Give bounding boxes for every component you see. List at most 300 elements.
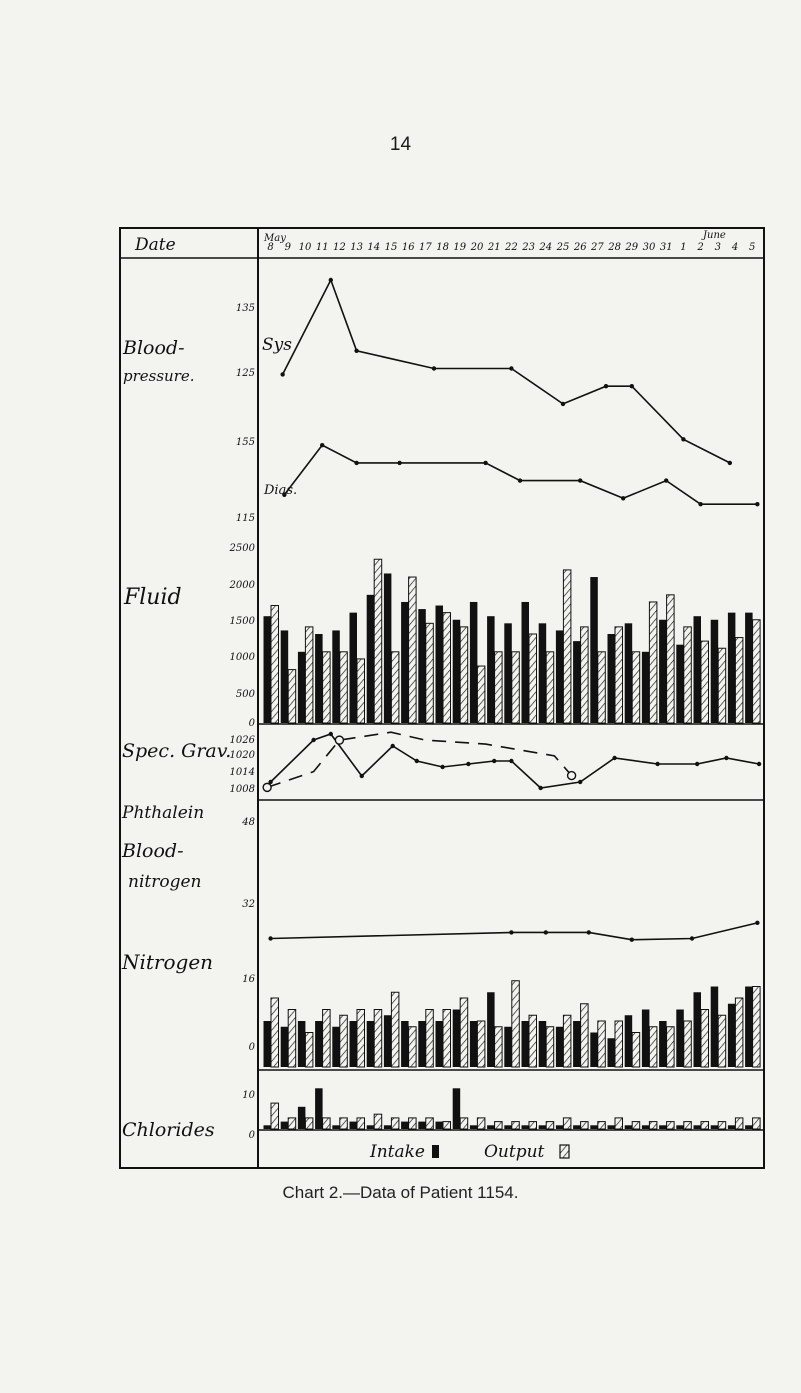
output-bar (477, 666, 485, 723)
intake-bar (694, 992, 702, 1067)
output-bar (288, 670, 296, 723)
output-bar (546, 652, 554, 723)
output-bar (667, 1122, 675, 1129)
output-bar (598, 652, 606, 723)
intake-bar (264, 1021, 272, 1067)
intake-bar (453, 1010, 461, 1068)
data-point (630, 384, 634, 388)
intake-bar (659, 1021, 667, 1067)
output-bar (735, 1118, 743, 1129)
output-bar (357, 1010, 365, 1068)
fluid-tick-1000: 1000 (229, 652, 255, 663)
output-bar (305, 627, 313, 723)
output-bar (563, 1118, 571, 1129)
output-bar (426, 623, 434, 723)
intake-bar (522, 602, 530, 723)
output-bar (632, 652, 640, 723)
intake-bar (453, 620, 461, 723)
output-bar (718, 1122, 726, 1129)
intake-bar (711, 1125, 719, 1129)
intake-bar (298, 652, 306, 723)
intake-bar (298, 1107, 306, 1129)
date-tick-label: 2 (697, 242, 704, 253)
fluid-tick-2500: 2500 (229, 543, 255, 554)
intake-bar (608, 1125, 616, 1129)
output-bar (753, 620, 761, 723)
intake-bar (504, 1125, 512, 1129)
output-bar (323, 652, 331, 723)
intake-bar (453, 1088, 461, 1129)
fluid-label: Fluid (124, 585, 182, 610)
output-bar (529, 1122, 537, 1129)
output-bar (305, 1118, 313, 1129)
output-bar (735, 638, 743, 723)
data-point (612, 756, 616, 760)
output-bar (495, 1027, 503, 1067)
bp-tick-135: 135 (235, 303, 255, 314)
intake-bar (487, 616, 495, 723)
output-bar (323, 1118, 331, 1129)
intake-bar (350, 1021, 358, 1067)
data-point (690, 936, 694, 940)
output-bar (357, 659, 365, 723)
output-bar (340, 1015, 348, 1067)
date-tick-label: 9 (284, 242, 291, 253)
bp-tick-125: 125 (235, 368, 255, 379)
data-point (397, 461, 401, 465)
intake-bar (367, 595, 375, 723)
data-point (360, 774, 364, 778)
intake-bar (350, 613, 358, 723)
blood-pressure-label-line2: pressure. (123, 367, 195, 385)
data-point (509, 930, 513, 934)
intake-bar (659, 620, 667, 723)
data-point (320, 443, 324, 447)
data-point (483, 461, 487, 465)
output-bar (460, 998, 468, 1067)
chlorides-label: Chlorides (122, 1119, 215, 1141)
intake-bar (367, 1125, 375, 1129)
blood-nitrogen-line (268, 921, 759, 942)
intake-bar (504, 623, 512, 723)
intake-bar (642, 1010, 650, 1068)
intake-bar (436, 1122, 444, 1129)
output-bar (409, 577, 417, 723)
date-tick-label: 18 (436, 242, 449, 253)
fluid-tick-1500: 1500 (229, 616, 255, 627)
date-tick-labels (267, 242, 755, 253)
intake-bar (642, 652, 650, 723)
data-point (268, 936, 272, 940)
date-tick-label: 12 (333, 242, 346, 253)
data-point (561, 402, 565, 406)
output-bar (649, 1027, 657, 1067)
output-bar (443, 613, 451, 723)
date-tick-label: 19 (453, 242, 467, 253)
intake-bar (590, 577, 598, 723)
intake-bar (625, 1015, 633, 1067)
output-bar (615, 1021, 623, 1067)
output-bar (443, 1122, 451, 1129)
series-line (284, 445, 757, 504)
date-tick-label: 17 (419, 242, 432, 253)
data-point (440, 765, 444, 769)
data-point (728, 461, 732, 465)
output-bar (323, 1010, 331, 1068)
output-bar (753, 987, 761, 1068)
intake-bar (556, 1125, 564, 1129)
fluid-tick-500: 500 (235, 689, 255, 700)
intake-bar (539, 1125, 547, 1129)
intake-bar (573, 1021, 581, 1067)
output-bar (271, 606, 279, 723)
data-point (415, 759, 419, 763)
date-tick-label: 22 (505, 242, 518, 253)
output-bar (391, 652, 399, 723)
data-point (681, 437, 685, 441)
n-tick-48: 48 (242, 817, 255, 828)
output-bar (718, 648, 726, 723)
intake-bar (315, 1021, 323, 1067)
output-bar (581, 1004, 589, 1067)
output-bar (288, 1118, 296, 1129)
intake-bar (745, 1125, 753, 1129)
data-point (587, 930, 591, 934)
date-tick-label: 4 (731, 242, 739, 253)
output-bar (701, 1122, 709, 1129)
date-tick-label: 30 (642, 242, 656, 253)
data-point (568, 772, 576, 780)
data-point (391, 744, 395, 748)
data-point (755, 502, 759, 506)
intake-bar (573, 1125, 581, 1129)
data-point (578, 478, 582, 482)
fluid-tick-0: 0 (248, 718, 255, 729)
date-tick-label: 29 (625, 242, 639, 253)
data-point (509, 366, 513, 370)
intake-bar (728, 613, 736, 723)
output-bar (529, 1015, 537, 1067)
date-tick-label: 3 (714, 242, 721, 253)
intake-bar (367, 1021, 375, 1067)
output-bar (684, 1021, 692, 1067)
intake-bar (350, 1122, 358, 1129)
intake-bar (315, 1088, 323, 1129)
intake-bar (711, 987, 719, 1068)
output-bar (477, 1021, 485, 1067)
intake-bar (418, 1122, 426, 1129)
sg-tick-1008: 1008 (229, 784, 255, 795)
output-bar (426, 1010, 434, 1068)
output-bar (667, 595, 675, 723)
output-bar (718, 1015, 726, 1067)
date-tick-label: 24 (539, 242, 553, 253)
output-bar (581, 1122, 589, 1129)
intake-bar (573, 641, 581, 723)
data-point (604, 384, 608, 388)
intake-bar (676, 645, 684, 723)
output-bar (632, 1122, 640, 1129)
intake-bar (676, 1125, 684, 1129)
output-bar (649, 1122, 657, 1129)
intake-bar (281, 1027, 289, 1067)
legend-intake-swatch (432, 1145, 439, 1158)
output-bar (495, 1122, 503, 1129)
intake-bar (659, 1125, 667, 1129)
output-bar (374, 1010, 382, 1068)
output-bar (340, 1118, 348, 1129)
bp-tick-115: 115 (235, 513, 255, 524)
output-bar (391, 1118, 399, 1129)
intake-bar (418, 609, 426, 723)
data-point (311, 738, 315, 742)
intake-bar (281, 630, 289, 723)
cl-tick-10: 10 (242, 1090, 255, 1101)
data-point (335, 736, 343, 744)
output-bar (357, 1118, 365, 1129)
output-bar (563, 570, 571, 723)
fluid-tick-2000: 2000 (229, 580, 255, 591)
data-point (492, 759, 496, 763)
intake-bar (470, 1021, 478, 1067)
series-line (283, 280, 730, 463)
data-point (329, 732, 333, 736)
output-bar (529, 634, 537, 723)
blood-pressure-label-line1: Blood- (123, 337, 185, 359)
intake-bar (676, 1010, 684, 1068)
data-point (695, 762, 699, 766)
data-point (538, 786, 542, 790)
output-bar (305, 1033, 313, 1068)
data-point (509, 759, 513, 763)
output-bar (667, 1027, 675, 1067)
date-tick-label: 8 (267, 242, 274, 253)
intake-bar (539, 623, 547, 723)
intake-bar (384, 1125, 392, 1129)
intake-bar (694, 1125, 702, 1129)
intake-bar (556, 630, 564, 723)
dias-series-label: Dias. (264, 483, 298, 498)
intake-bar (264, 616, 272, 723)
intake-bar (745, 987, 753, 1068)
date-tick-label: 26 (573, 242, 587, 253)
output-bar (443, 1010, 451, 1068)
data-point (544, 930, 548, 934)
blood-nitrogen-label-line1: Blood- (122, 840, 184, 862)
chloride-bars (264, 1088, 761, 1129)
intake-bar (522, 1021, 530, 1067)
output-bar (598, 1122, 606, 1129)
intake-bar (642, 1125, 650, 1129)
output-bar (684, 1122, 692, 1129)
nitrogen-label: Nitrogen (122, 950, 214, 974)
output-bar (632, 1033, 640, 1068)
intake-bar (625, 1125, 633, 1129)
data-point (354, 461, 358, 465)
sg-tick-1026: 1026 (229, 735, 255, 746)
month-may-label: May (264, 233, 286, 244)
fluid-bars (264, 559, 761, 723)
n-tick-32: 32 (242, 899, 255, 910)
intake-bar (608, 634, 616, 723)
data-point (630, 938, 634, 942)
date-tick-label: 13 (350, 242, 363, 253)
legend-output-swatch (560, 1145, 569, 1158)
output-bar (288, 1010, 296, 1068)
output-bar (649, 602, 657, 723)
date-tick-label: 21 (487, 242, 501, 253)
data-point (655, 762, 659, 766)
data-point (578, 780, 582, 784)
intake-bar (470, 602, 478, 723)
sys-series-label: Sys (262, 335, 292, 355)
data-point (432, 366, 436, 370)
output-bar (512, 981, 520, 1067)
output-bar (460, 627, 468, 723)
output-bar (615, 627, 623, 723)
intake-bar (711, 620, 719, 723)
output-bar (563, 1015, 571, 1067)
data-point (664, 478, 668, 482)
intake-bar (694, 616, 702, 723)
output-bar (512, 652, 520, 723)
intake-bar (728, 1125, 736, 1129)
intake-bar (539, 1021, 547, 1067)
y-tick-labels (229, 303, 256, 1141)
data-point (518, 478, 522, 482)
intake-bar (470, 1125, 478, 1129)
output-bar (477, 1118, 485, 1129)
legend (369, 1142, 569, 1162)
intake-bar (401, 1021, 409, 1067)
intake-bar (608, 1038, 616, 1067)
figure-caption: Chart 2.—Data of Patient 1154. (282, 1183, 519, 1202)
output-bar (581, 627, 589, 723)
intake-bar (590, 1033, 598, 1068)
date-label: Date (135, 235, 176, 255)
output-bar (340, 652, 348, 723)
output-bar (753, 1118, 761, 1129)
output-bar (598, 1021, 606, 1067)
date-tick-label: 11 (315, 242, 329, 253)
series-line (271, 734, 759, 788)
cl-tick-0: 0 (248, 1130, 255, 1141)
output-bar (460, 1118, 468, 1129)
date-tick-label: 23 (522, 242, 535, 253)
data-point (466, 762, 470, 766)
date-tick-label: 31 (659, 242, 673, 253)
date-tick-label: 27 (591, 242, 604, 253)
data-point (757, 762, 761, 766)
date-tick-label: 28 (608, 242, 621, 253)
intake-bar (298, 1021, 306, 1067)
output-bar (374, 1114, 382, 1129)
intake-bar (418, 1021, 426, 1067)
bp-tick-155: 155 (235, 437, 255, 448)
intake-bar (264, 1125, 272, 1129)
output-bar (271, 1103, 279, 1129)
month-june-label: June (703, 230, 726, 241)
output-bar (426, 1118, 434, 1129)
output-bar (546, 1027, 554, 1067)
output-bar (391, 992, 399, 1067)
output-bar (701, 1010, 709, 1068)
intake-bar (590, 1125, 598, 1129)
data-point (354, 349, 358, 353)
date-tick-label: 1 (680, 242, 687, 253)
intake-bar (522, 1125, 530, 1129)
intake-bar (401, 602, 409, 723)
intake-bar (436, 1021, 444, 1067)
intake-bar (436, 606, 444, 723)
n-tick-16: 16 (242, 974, 255, 985)
intake-bar (728, 1004, 736, 1067)
output-bar (735, 998, 743, 1067)
intake-bar (487, 1125, 495, 1129)
output-bar (546, 1122, 554, 1129)
date-tick-label: 14 (367, 242, 381, 253)
date-tick-label: 15 (384, 242, 398, 253)
output-bar (684, 627, 692, 723)
intake-bar (384, 1015, 392, 1067)
sg-tick-1020: 1020 (229, 750, 255, 761)
intake-bar (625, 623, 633, 723)
output-bar (374, 559, 382, 723)
blood-pressure-lines (280, 278, 759, 507)
legend-output-label: Output (484, 1142, 545, 1162)
intake-bar (556, 1027, 564, 1067)
data-point (280, 372, 284, 376)
n-tick-0: 0 (248, 1042, 255, 1053)
intake-bar (401, 1122, 409, 1129)
nitrogen-bars (264, 981, 761, 1067)
date-tick-label: 16 (401, 242, 415, 253)
output-bar (409, 1118, 417, 1129)
phthalein-label: Phthalein (122, 803, 205, 823)
data-point (724, 756, 728, 760)
intake-bar (315, 634, 323, 723)
legend-intake-label: Intake (370, 1142, 425, 1162)
data-point (698, 502, 702, 506)
intake-bar (384, 573, 392, 723)
specgrav-label: Spec. Grav. (122, 740, 232, 762)
output-bar (615, 1118, 623, 1129)
output-bar (701, 641, 709, 723)
date-tick-label: 5 (749, 242, 756, 253)
output-bar (512, 1122, 520, 1129)
output-bar (271, 998, 279, 1067)
data-point (755, 921, 759, 925)
page-number: 14 (389, 134, 412, 155)
intake-bar (332, 1027, 340, 1067)
blood-nitrogen-label-line2: nitrogen (128, 872, 202, 892)
data-point (621, 496, 625, 500)
series-line (271, 923, 758, 940)
date-tick-label: 25 (556, 242, 570, 253)
intake-bar (332, 630, 340, 723)
sg-tick-1014: 1014 (229, 767, 255, 778)
intake-bar (487, 992, 495, 1067)
date-tick-label: 10 (298, 242, 312, 253)
intake-bar (504, 1027, 512, 1067)
output-bar (495, 652, 503, 723)
output-bar (409, 1027, 417, 1067)
intake-bar (745, 613, 753, 723)
data-point (329, 278, 333, 282)
data-point (263, 783, 271, 791)
date-tick-label: 20 (470, 242, 484, 253)
intake-bar (332, 1125, 340, 1129)
